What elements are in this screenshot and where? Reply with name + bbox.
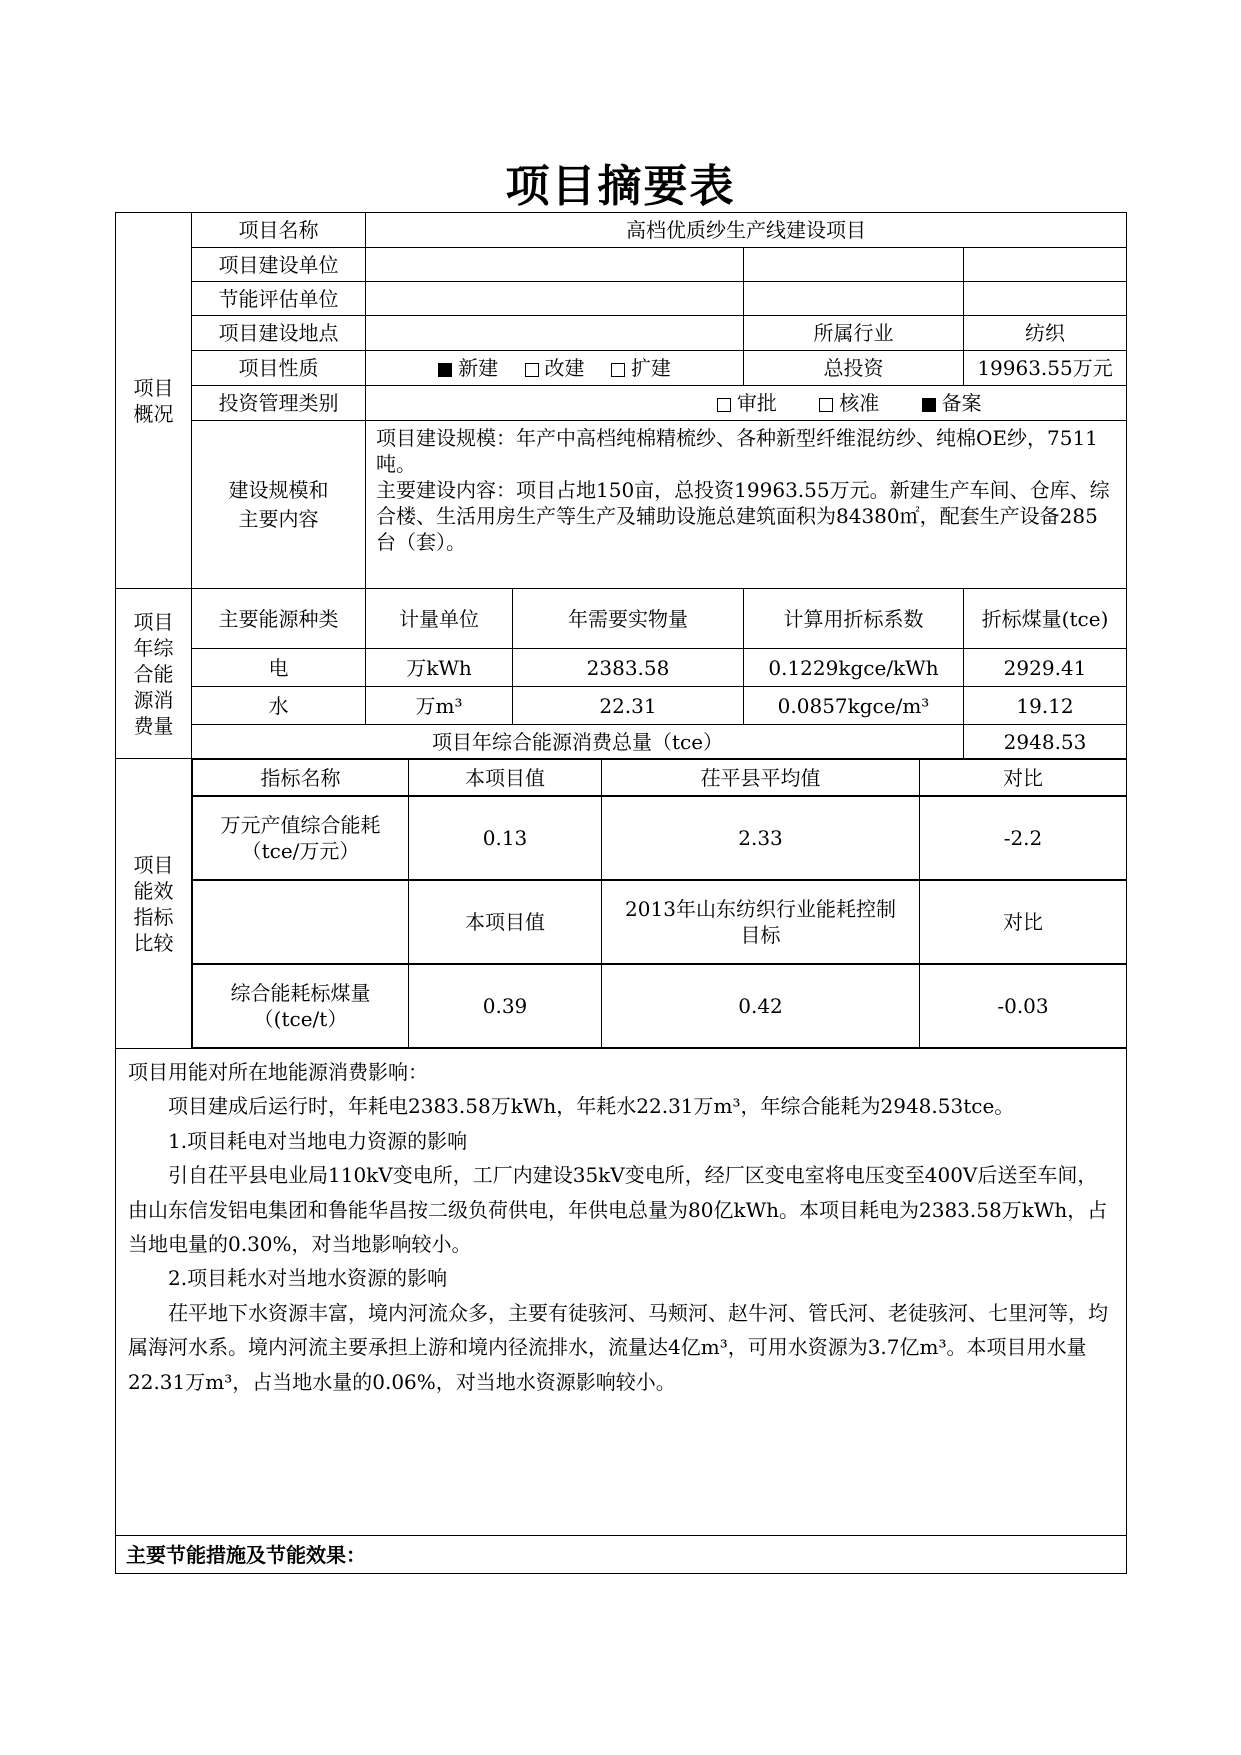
scale-content	[366, 421, 1127, 589]
energy-header-tce: 折标煤量(tce)	[964, 589, 1127, 649]
measures-heading: 主要节能措施及节能效果：	[116, 1536, 1127, 1574]
checkbox-checked-icon	[438, 363, 452, 377]
eff-h1-name: 指标名称	[193, 760, 409, 796]
energy-row-elec-type: 电	[192, 649, 366, 687]
mgmt-options	[366, 386, 1127, 421]
energy-row-water-coef: 0.0857kgce/m³	[744, 687, 964, 725]
checkbox-empty-icon	[525, 363, 539, 377]
checkbox-empty-icon	[717, 398, 731, 412]
energy-row-elec-coef: 0.1229kgce/kWh	[744, 649, 964, 687]
industry-label: 所属行业	[744, 316, 964, 351]
scale-label: 建设规模和主要内容	[192, 421, 366, 589]
efficiency-h2	[192, 880, 1127, 964]
checkbox-empty-icon	[819, 398, 833, 412]
eff-r2-target: 0.42	[602, 965, 920, 1048]
eff-r1-cmp: -2.2	[920, 797, 1127, 880]
nature-options	[366, 351, 744, 386]
eff-r2-cmp: -0.03	[920, 965, 1127, 1048]
eff-h1-this: 本项目值	[409, 760, 602, 796]
overview-section-label: 项目概况	[116, 213, 192, 589]
impact-heading: 项目用能对所在地能源消费影响：	[128, 1060, 428, 1084]
project-name-value: 高档优质纱生产线建设项目	[366, 213, 1127, 248]
invest-value: 19963.55万元	[964, 351, 1127, 386]
builder-label: 项目建设单位	[192, 248, 366, 282]
mgmt-option-verify[interactable]: 核准	[819, 390, 879, 416]
energy-header-qty: 年需要实物量	[513, 589, 744, 649]
eff-h2-this: 本项目值	[409, 881, 602, 964]
eff-r1-name: 万元产值综合能耗（tce/万元）	[193, 797, 409, 880]
industry-value: 纺织	[964, 316, 1127, 351]
evaluator-label: 节能评估单位	[192, 282, 366, 316]
mgmt-label: 投资管理类别	[192, 386, 366, 421]
project-name-label: 项目名称	[192, 213, 366, 248]
efficiency-h1-wrap	[192, 759, 1127, 797]
evaluator-value	[366, 282, 744, 316]
impact-s1: 1.项目耗电对当地电力资源的影响	[168, 1128, 468, 1153]
eff-h1-cmp: 对比	[920, 760, 1127, 796]
checkbox-empty-icon	[611, 363, 625, 377]
site-value	[366, 316, 744, 351]
eff-h2-cmp: 对比	[920, 881, 1127, 964]
energy-total-value: 2948.53	[964, 725, 1127, 759]
energy-row-elec-qty: 2383.58	[513, 649, 744, 687]
impact-p1: 项目建成后运行时，年耗电2383.58万kWh，年耗水22.31万m³，年综合能耗为2948.53tce。	[168, 1094, 1015, 1119]
efficiency-r1-wrap	[192, 796, 1127, 880]
eff-h1-avg: 茌平县平均值	[602, 760, 920, 796]
eff-h2-name	[193, 881, 409, 964]
summary-table	[115, 212, 1127, 1574]
evaluator-extra-1	[744, 282, 964, 316]
nature-option-new[interactable]: 新建	[438, 355, 498, 381]
impact-section	[116, 1049, 1127, 1536]
impact-s2: 2.项目耗水对当地水资源的影响	[168, 1266, 448, 1291]
energy-row-water-qty: 22.31	[513, 687, 744, 725]
builder-value	[366, 248, 744, 282]
site-label: 项目建设地点	[192, 316, 366, 351]
builder-extra-1	[744, 248, 964, 282]
impact-p2: 引自茌平县电业局110kV变电所，工厂内建设35kV变电所，经厂区变电室将电压变至400V后送至车间，由山东信发铝电集团和鲁能华昌按二级负荷供电，年供电总量为80亿kWh。本项目耗电为2383.58万kWh，占当地电量的0.30%，对当地影响较小。	[128, 1163, 1108, 1256]
builder-extra-2	[964, 248, 1127, 282]
efficiency-h1	[192, 759, 1127, 796]
energy-row-water-unit: 万m³	[366, 687, 513, 725]
efficiency-section-label: 项目能效指标比较	[116, 759, 192, 1049]
nature-option-expand[interactable]: 扩建	[611, 355, 671, 381]
energy-header-coef: 计算用折标系数	[744, 589, 964, 649]
impact-p3: 茌平地下水资源丰富，境内河流众多，主要有徒骇河、马颊河、赵牛河、管氏河、老徒骇河、七里河等，均属海河水系。境内河流主要承担上游和境内径流排水，流量达4亿m³，可用水资源为3.7亿m³。本项目用水量22.31万m³，占当地水量的0.06%，对当地水资源影响较小。	[128, 1300, 1108, 1394]
energy-row-elec-tce: 2929.41	[964, 649, 1127, 687]
efficiency-r2	[192, 964, 1127, 1048]
eff-r1-this: 0.13	[409, 797, 602, 880]
evaluator-extra-2	[964, 282, 1127, 316]
efficiency-r2-wrap	[192, 964, 1127, 1049]
energy-row-water-tce: 19.12	[964, 687, 1127, 725]
nature-option-rebuild[interactable]: 改建	[525, 355, 585, 381]
mgmt-option-record[interactable]: 备案	[922, 390, 982, 416]
efficiency-r1	[192, 796, 1127, 880]
energy-row-elec-unit: 万kWh	[366, 649, 513, 687]
scale-text-2: 主要建设内容：项目占地150亩，总投资19963.55万元。新建生产车间、仓库、综合楼、生活用房生产等生产及辅助设施总建筑面积为84380㎡，配套生产设备285台（套）。	[376, 478, 1110, 554]
invest-label: 总投资	[744, 351, 964, 386]
page-title: 项目摘要表	[505, 161, 736, 212]
mgmt-option-approve[interactable]: 审批	[717, 390, 777, 416]
efficiency-h2-wrap	[192, 880, 1127, 964]
eff-r2-name: 综合能耗标煤量（(tce/t）	[193, 965, 409, 1048]
energy-section-label: 项目年综合能源消费量	[116, 589, 192, 759]
energy-total-label: 项目年综合能源消费总量（tce）	[192, 725, 964, 759]
eff-r2-this: 0.39	[409, 965, 602, 1048]
energy-row-water-type: 水	[192, 687, 366, 725]
checkbox-checked-icon	[922, 398, 936, 412]
eff-h2-target: 2013年山东纺织行业能耗控制目标	[602, 881, 920, 964]
energy-header-type: 主要能源种类	[192, 589, 366, 649]
eff-r1-avg: 2.33	[602, 797, 920, 880]
nature-label: 项目性质	[192, 351, 366, 386]
scale-text-1: 项目建设规模：年产中高档纯棉精梳纱、各种新型纤维混纺纱、纯棉OE纱，7511吨。	[376, 426, 1098, 476]
energy-header-unit: 计量单位	[366, 589, 513, 649]
